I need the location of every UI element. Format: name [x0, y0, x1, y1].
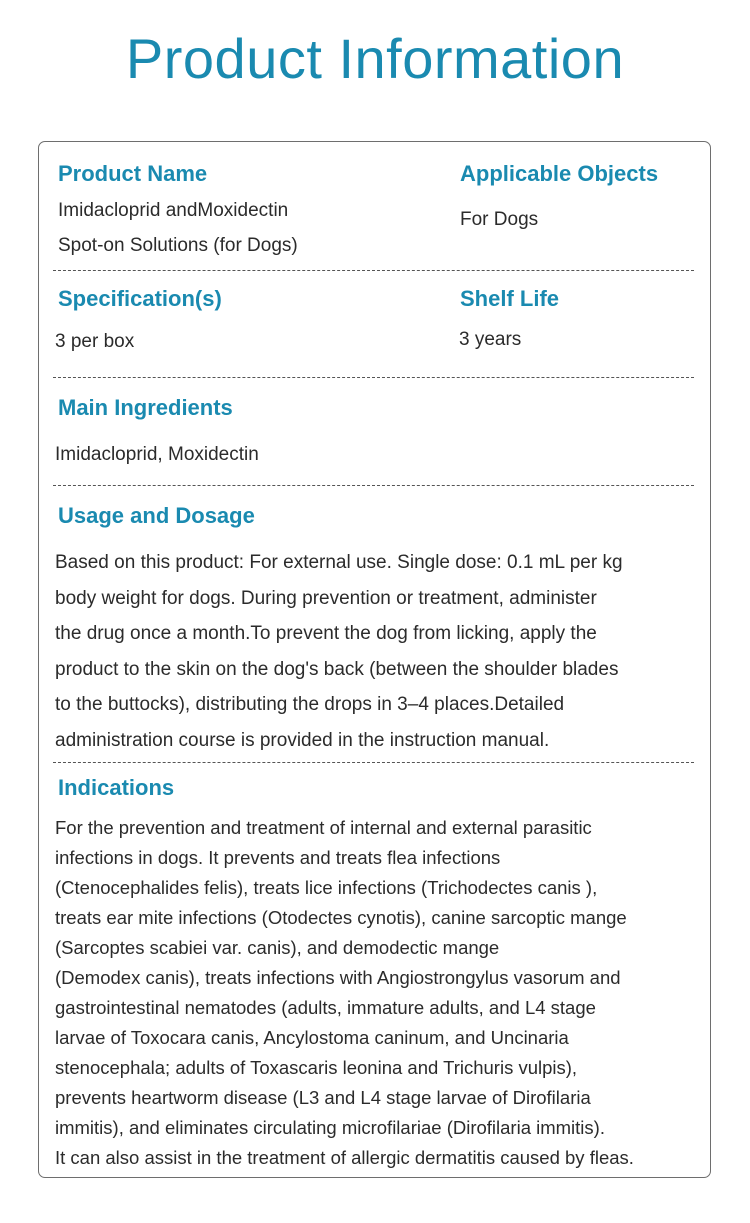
- shelf-life-value: 3 years: [459, 329, 522, 350]
- indications-line: For the prevention and treatment of internal and external parasitic: [55, 817, 592, 838]
- indications-line: prevents heartworm disease (L3 and L4 stage larvae of Dirofilaria: [55, 1087, 591, 1108]
- product-name-value: [58, 193, 298, 263]
- indications-line: It can also assist in the treatment of allergic dermatitis caused by fleas.: [55, 1147, 634, 1168]
- indications-line: infections in dogs. It prevents and treats flea infections: [55, 847, 501, 868]
- indications-line: immitis), and eliminates circulating microfilariae (Dirofilaria immitis).: [55, 1117, 605, 1138]
- usage-heading: Usage and Dosage: [58, 503, 255, 528]
- product-name-heading: Product Name: [58, 161, 208, 186]
- usage-line: product to the skin on the dog's back (between the shoulder blades: [55, 658, 619, 680]
- indications-line: larvae of Toxocara canis, Ancylostoma caninum, and Uncinaria: [55, 1027, 569, 1048]
- specification-value: 3 per box: [55, 331, 135, 352]
- usage-text: [55, 545, 680, 758]
- indications-line: stenocephala; adults of Toxascaris leonina and Trichuris vulpis),: [55, 1057, 578, 1078]
- usage-line: body weight for dogs. During prevention or treatment, administer: [55, 587, 597, 609]
- divider: [53, 485, 694, 486]
- usage-line: to the buttocks), distributing the drops in 3–4 places.Detailed: [55, 694, 565, 715]
- indications-line: (Demodex canis), treats infections with Angiostrongylus vasorum and: [55, 967, 621, 988]
- indications-line: (Ctenocephalides felis), treats lice infections (Trichodectes canis ),: [55, 877, 598, 898]
- shelf-life-heading: Shelf Life: [460, 286, 560, 311]
- usage-line: the drug once a month.To prevent the dog from licking, apply the: [55, 623, 597, 644]
- divider: [53, 270, 694, 271]
- product-name-line-1: Imidacloprid andMoxidectin: [58, 200, 289, 221]
- page-title: Product Information: [125, 27, 625, 90]
- divider: [53, 762, 694, 763]
- indications-line: treats ear mite infections (Otodectes cynotis), canine sarcoptic mange: [55, 907, 627, 928]
- applicable-objects-value: For Dogs: [460, 209, 539, 230]
- usage-line: Based on this product: For external use. Single dose: 0.1 mL per kg: [55, 552, 623, 573]
- indications-text: [55, 813, 715, 1173]
- usage-line: administration course is provided in the instruction manual.: [55, 729, 550, 751]
- applicable-objects-heading: Applicable Objects: [460, 161, 659, 186]
- indications-heading: Indications: [58, 775, 175, 800]
- divider: [53, 377, 694, 378]
- main-ingredients-value: Imidacloprid, Moxidectin: [55, 444, 259, 465]
- main-ingredients-heading: Main Ingredients: [58, 395, 233, 420]
- specification-heading: Specification(s): [58, 286, 222, 311]
- product-info-card: [38, 141, 711, 1178]
- indications-line: (Sarcoptes scabiei var. canis), and demodectic mange: [55, 937, 500, 958]
- indications-line: gastrointestinal nematodes (adults, immature adults, and L4 stage: [55, 997, 596, 1018]
- product-name-line-2: Spot-on Solutions (for Dogs): [58, 235, 298, 256]
